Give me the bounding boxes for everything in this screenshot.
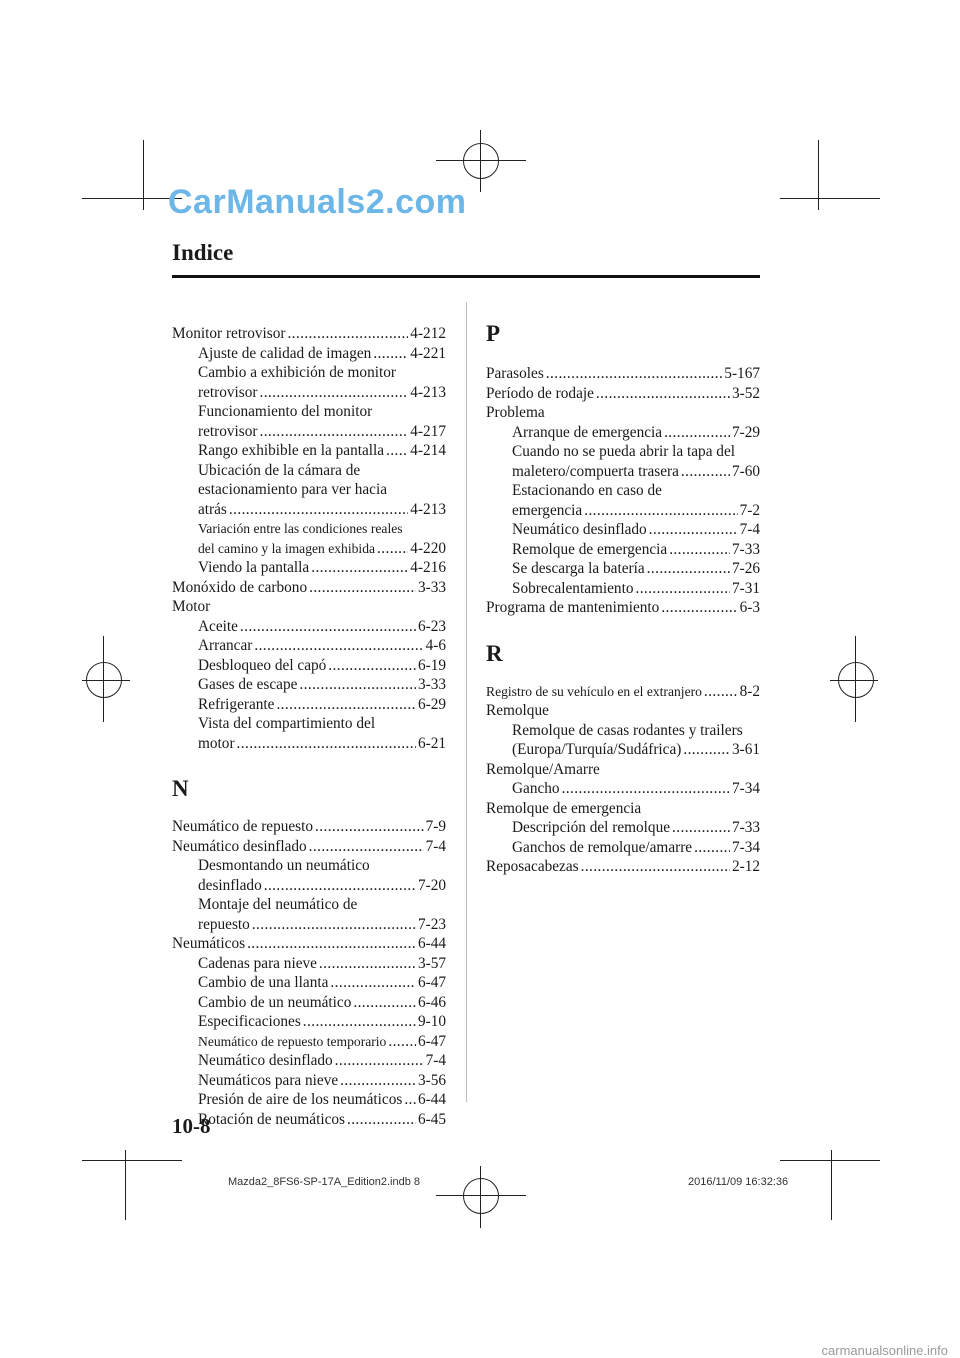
dot-leader (647, 559, 730, 579)
page-reference: 7-31 (731, 579, 760, 597)
dot-leader (299, 675, 416, 695)
entry-text: (Europa/Turquía/Sudáfrica) (512, 741, 682, 758)
page-reference: 6-23 (417, 617, 446, 635)
page-reference: 8-2 (739, 682, 760, 700)
entry-text: Cambio de un neumático (198, 993, 352, 1011)
page-reference: 4-214 (410, 442, 446, 459)
entry-text: Ajuste de calidad de imagen (198, 344, 372, 362)
page-reference: 9-10 (417, 1013, 446, 1030)
dot-leader (353, 993, 416, 1013)
entry-text: Sobrecalentamiento (512, 579, 634, 597)
entry-text: Aceite (198, 617, 238, 635)
entry-text: Neumático desinflado (172, 837, 307, 855)
entry-text: Especificaciones (198, 1013, 301, 1030)
entry-text: Neumático de repuesto (172, 818, 314, 835)
entry-text: Neumático desinflado (198, 1052, 333, 1069)
entry-text: Parasoles (486, 365, 544, 382)
dot-leader (388, 1032, 416, 1052)
index-subentry (486, 721, 760, 741)
entry-text: Cadenas para nieve (198, 954, 317, 972)
entry-text: Problema (486, 404, 545, 421)
crop-mark (780, 1160, 880, 1161)
entry-text: Gases de escape (198, 676, 298, 693)
entry-text: Variación entre las condiciones reales (198, 521, 403, 536)
entry-text: Estacionando en caso de (512, 482, 662, 499)
entry-text: Reposacabezas (486, 858, 579, 875)
dot-leader (581, 857, 730, 877)
page-reference: 4-221 (410, 344, 446, 362)
crop-mark (82, 1160, 182, 1161)
index-subentry (172, 480, 446, 500)
index-subentry (172, 363, 446, 383)
dot-leader (340, 1071, 416, 1091)
entry-text: Programa de mantenimiento (486, 599, 660, 616)
index-entry (172, 837, 446, 857)
page-reference: 7-33 (731, 819, 760, 836)
index-subentry (172, 402, 446, 422)
page-reference: 7-26 (731, 560, 760, 577)
index-entry (172, 934, 446, 954)
entry-text: Neumáticos para nieve (198, 1071, 339, 1089)
registration-circle (86, 662, 122, 698)
entry-text: Viendo la pantalla (198, 559, 310, 576)
footer-file-name: Mazda2_8FS6-SP-17A_Edition2.indb 8 (228, 1176, 421, 1188)
entry-text: Neumático desinflado (512, 521, 647, 538)
index-subentry (486, 818, 760, 838)
entry-text: repuesto (198, 915, 250, 933)
dot-leader (328, 656, 416, 676)
page-reference: 3-52 (731, 384, 760, 402)
index-column-left (172, 324, 446, 1129)
dot-leader (584, 501, 737, 521)
dot-leader (661, 598, 737, 618)
index-subentry (486, 740, 760, 760)
entry-text: Período de rodaje (486, 384, 594, 402)
page-reference: 6-44 (417, 935, 446, 952)
index-subentry (172, 895, 446, 915)
dot-leader (683, 740, 730, 760)
dot-leader (335, 1051, 424, 1071)
page-number: 10-8 (172, 1114, 211, 1138)
page-reference: 3-56 (417, 1071, 446, 1089)
page-reference: 3-33 (417, 578, 446, 596)
index-subentry (172, 617, 446, 637)
page-reference: 7-29 (731, 423, 760, 441)
index-subentry (172, 915, 446, 935)
page-reference: 6-29 (417, 695, 446, 713)
page-reference: 6-45 (417, 1110, 446, 1128)
entry-text: Se descarga la batería (512, 560, 645, 577)
page-reference: 3-33 (417, 676, 446, 693)
entry-text: desinflado (198, 876, 262, 894)
page-reference: 7-2 (739, 501, 760, 519)
entry-text: Desmontando un neumático (198, 857, 370, 874)
index-entry (172, 578, 446, 598)
footer-date: 2016/11/09 16:32:36 (688, 1176, 789, 1188)
index-subentry (172, 973, 446, 993)
index-subentry (172, 1110, 446, 1130)
entry-text: estacionamiento para ver hacia (198, 481, 387, 498)
index-entry (486, 403, 760, 423)
entry-text: Refrigerante (198, 695, 275, 713)
site-watermark: carmanualsonline.info (821, 1343, 948, 1358)
index-entry (486, 384, 760, 404)
dot-leader (259, 422, 408, 442)
index-subentry (486, 481, 760, 501)
entry-text: Monóxido de carbono (172, 578, 308, 596)
index-subentry (172, 856, 446, 876)
page-reference: 6-46 (417, 993, 446, 1011)
index-entry (486, 760, 760, 780)
dot-leader (664, 423, 730, 443)
page-reference: 6-47 (417, 974, 446, 991)
index-subentry (486, 501, 760, 521)
entry-text: Remolque de casas rodantes y trailers (512, 721, 743, 739)
dot-leader (681, 462, 730, 482)
dot-leader (596, 384, 730, 404)
page-reference: 6-44 (417, 1091, 446, 1108)
page-reference: 7-34 (731, 780, 760, 797)
section-letter: P (486, 321, 501, 346)
dot-leader (347, 1110, 416, 1130)
entry-text: Remolque (486, 702, 549, 719)
page-reference: 7-4 (425, 1052, 446, 1069)
index-entry (486, 799, 760, 819)
page-reference: 4-216 (410, 559, 446, 576)
entry-text: Neumático de repuesto temporario (198, 1033, 387, 1049)
dot-leader (386, 441, 408, 461)
index-subentry (172, 714, 446, 734)
index-subentry (172, 1012, 446, 1032)
entry-text: Remolque/Amarre (486, 760, 600, 778)
page-reference: 4-6 (425, 637, 446, 654)
page-reference: 7-4 (425, 837, 446, 855)
page-reference: 2-12 (731, 858, 760, 875)
crop-mark (143, 140, 144, 210)
dot-leader (704, 682, 738, 702)
page-reference: 7-9 (425, 818, 446, 835)
column-divider (466, 302, 467, 1102)
entry-text: Cambio de una llanta (198, 974, 329, 991)
entry-text: del camino y la imagen exhibida (198, 540, 376, 556)
index-subentry (172, 656, 446, 676)
index-subentry (486, 423, 760, 443)
entry-text: Remolque de emergencia (512, 540, 668, 558)
index-subentry (172, 383, 446, 403)
index-subentry (172, 734, 446, 754)
dot-leader (373, 344, 408, 364)
dot-leader (254, 636, 423, 656)
watermark-logo: CarManuals2.com (168, 183, 467, 221)
page-reference: 5-167 (724, 365, 760, 382)
index-subentry (486, 462, 760, 482)
entry-text: Neumáticos (172, 935, 246, 952)
crop-mark (818, 140, 819, 210)
registration-circle (463, 143, 499, 179)
page-reference: 3-57 (417, 954, 446, 972)
index-subentry (486, 442, 760, 462)
index-subentry (486, 838, 760, 858)
registration-circle (838, 662, 874, 698)
crop-mark (82, 198, 182, 199)
entry-text: Remolque de emergencia (486, 799, 642, 817)
dot-leader (311, 558, 408, 578)
entry-text: retrovisor (198, 422, 258, 440)
index-subentry (172, 558, 446, 578)
entry-text: atrás (198, 500, 227, 518)
entry-text: Vista del compartimiento del (198, 715, 376, 732)
index-entry (486, 682, 760, 702)
index-entry (486, 701, 760, 721)
index-subentry (486, 779, 760, 799)
entry-text: Desbloqueo del capó (198, 656, 327, 674)
entry-text: Gancho (512, 780, 560, 797)
section-letter: R (486, 640, 503, 666)
page-reference: 3-61 (731, 741, 760, 758)
page-reference: 7-20 (417, 876, 446, 894)
dot-leader (247, 934, 416, 954)
dot-leader (319, 954, 416, 974)
entry-text: Arrancar (198, 637, 253, 654)
index-subentry (486, 520, 760, 540)
dot-leader (287, 324, 408, 344)
index-subentry (172, 519, 446, 539)
dot-leader (315, 817, 424, 837)
index-subentry (172, 344, 446, 364)
dot-leader (240, 617, 416, 637)
dot-leader (404, 1090, 416, 1110)
entry-text: emergencia (512, 501, 583, 519)
index-subentry (172, 954, 446, 974)
page-reference: 6-21 (417, 734, 446, 752)
crop-mark (780, 198, 880, 199)
entry-text: Funcionamiento del monitor (198, 403, 373, 420)
index-subentry (172, 993, 446, 1013)
page-title: Indice (172, 240, 234, 265)
index-subentry (486, 540, 760, 560)
entry-text: Motor (172, 598, 211, 615)
entry-text: Monitor retrovisor (172, 325, 286, 342)
page-reference: 4-220 (410, 539, 446, 557)
entry-text: Ubicación de la cámara de (198, 461, 361, 479)
index-subentry (172, 695, 446, 715)
entry-text: Arranque de emergencia (512, 423, 663, 441)
index-subentry (172, 422, 446, 442)
page-reference: 7-33 (731, 540, 760, 558)
entry-text: Presión de aire de los neumáticos (198, 1091, 403, 1108)
header-rule (172, 275, 760, 278)
index-entry (486, 598, 760, 618)
section-letter: N (172, 776, 189, 801)
index-subentry (486, 559, 760, 579)
dot-leader (546, 364, 723, 384)
index-subentry (172, 461, 446, 481)
index-subentry (172, 675, 446, 695)
dot-leader (330, 973, 416, 993)
page-reference: 6-19 (417, 656, 446, 674)
page-reference: 6-3 (739, 599, 760, 616)
index-subentry (486, 579, 760, 599)
index-subentry (172, 539, 446, 559)
index-subentry (172, 1090, 446, 1110)
index-entry (172, 597, 446, 617)
entry-text: motor (198, 734, 235, 752)
dot-leader (237, 734, 416, 754)
index-subentry (172, 1032, 446, 1052)
dot-leader (229, 500, 408, 520)
index-subentry (172, 500, 446, 520)
dot-leader (259, 383, 408, 403)
registration-circle (463, 1178, 499, 1214)
dot-leader (377, 539, 408, 559)
index-entry (486, 857, 760, 877)
page-reference: 7-34 (731, 838, 760, 856)
entry-text: Rotación de neumáticos (198, 1110, 345, 1128)
page-reference: 4-213 (410, 383, 446, 401)
page-reference: 7-23 (417, 915, 446, 933)
entry-text: Descripción del remolque (512, 819, 671, 836)
page-reference: 4-217 (410, 422, 446, 440)
dot-leader (309, 837, 424, 857)
index-subentry (172, 1051, 446, 1071)
dot-leader (669, 540, 730, 560)
index-subentry (172, 1071, 446, 1091)
page-reference: 4-213 (410, 500, 446, 518)
dot-leader (309, 578, 416, 598)
index-entry (486, 364, 760, 384)
dot-leader (694, 838, 730, 858)
index-subentry (172, 876, 446, 896)
entry-text: Montaje del neumático de (198, 896, 358, 913)
dot-leader (649, 520, 738, 540)
dot-leader (635, 579, 729, 599)
index-entry (172, 324, 446, 344)
entry-text: Registro de su vehículo en el extranjero (486, 683, 702, 699)
page-reference: 4-212 (410, 325, 446, 342)
entry-text: maletero/compuerta trasera (512, 462, 679, 480)
page-reference: 6-47 (417, 1032, 446, 1050)
entry-text: retrovisor (198, 383, 258, 401)
dot-leader (264, 876, 416, 896)
dot-leader (303, 1012, 416, 1032)
index-entry (172, 817, 446, 837)
page-reference: 7-4 (739, 521, 760, 538)
index-subentry (172, 441, 446, 461)
entry-text: Rango exhibible en la pantalla (198, 442, 385, 459)
dot-leader (252, 915, 416, 935)
dot-leader (672, 818, 730, 838)
index-subentry (172, 636, 446, 656)
page-reference: 7-60 (731, 462, 760, 480)
index-column-right (486, 320, 760, 877)
entry-text: Ganchos de remolque/amarre (512, 838, 693, 856)
entry-text: Cuando no se pueda abrir la tapa del (512, 443, 735, 460)
dot-leader (276, 695, 416, 715)
dot-leader (562, 779, 730, 799)
entry-text: Cambio a exhibición de monitor (198, 364, 396, 381)
